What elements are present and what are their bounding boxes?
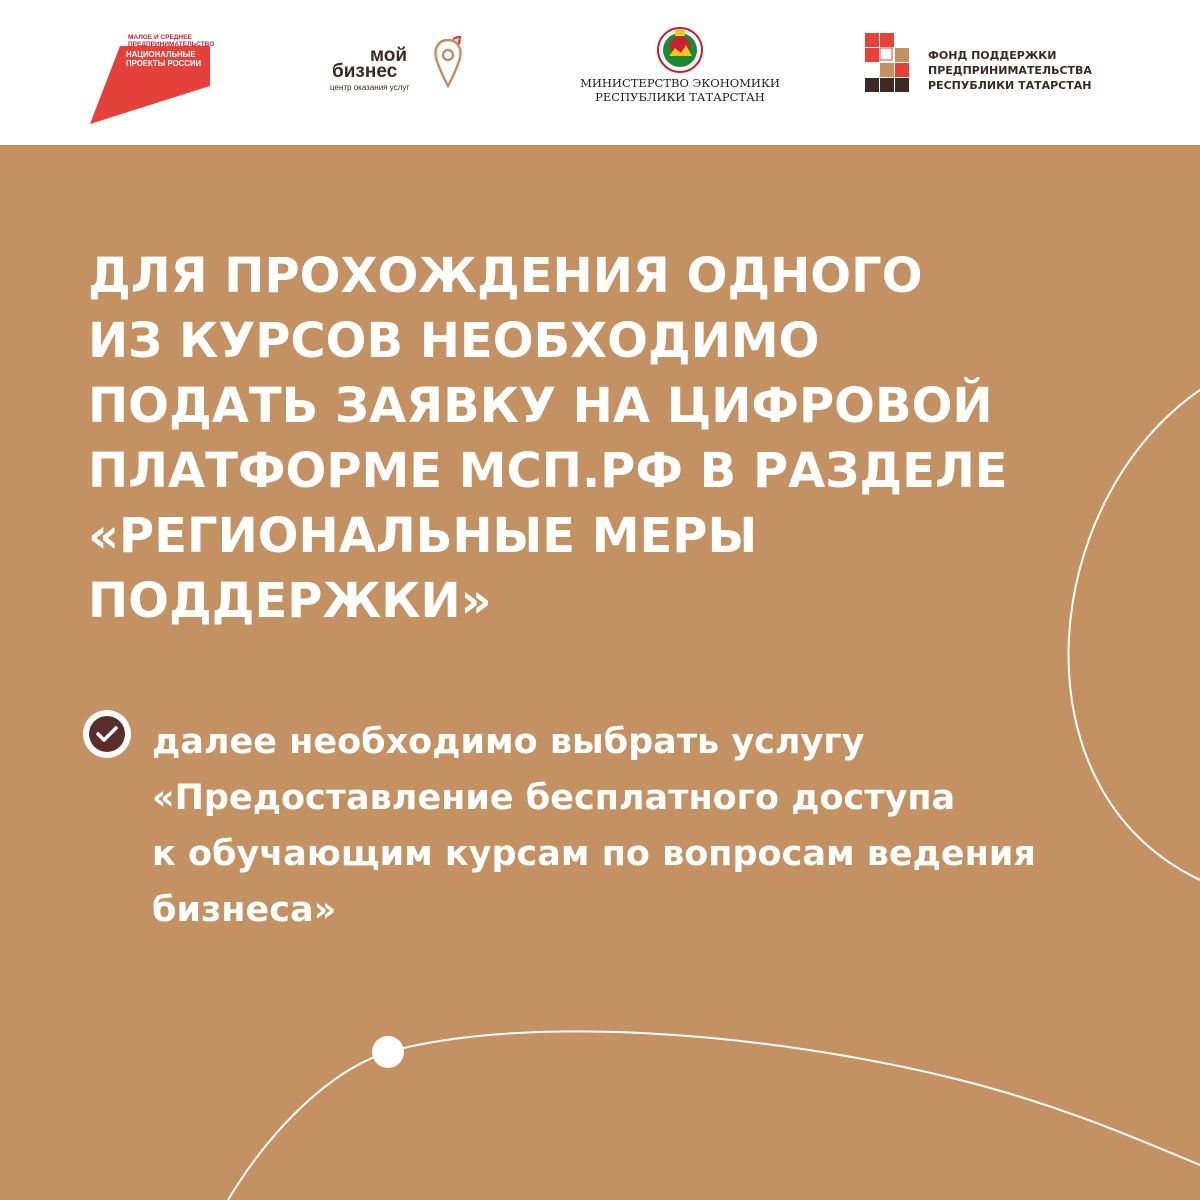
curve-dot [372, 1036, 404, 1068]
ministry-line1: МИНИСТЕРСТВО ЭКОНОМИКИ [580, 76, 780, 90]
heading-line: ПЛАТФОРМЕ МСП.РФ В РАЗДЕЛЕ [88, 443, 1008, 499]
heading-line: ПОДДЕРЖКИ» [88, 573, 492, 629]
fond-line2: ПРЕДПРИНИМАТЕЛЬСТВА [928, 64, 1092, 77]
instruction-line: «Предоставление бесплатного доступа [152, 778, 956, 818]
moy-biznes-line1: мой [370, 45, 408, 66]
fond-line3: РЕСПУБЛИКИ ТАТАРСТАН [928, 79, 1092, 92]
check-circle-icon [81, 708, 133, 760]
moy-biznes-line2: бизнес [332, 61, 398, 82]
instruction-text [152, 714, 1112, 938]
moy-biznes-subtitle: центр оказания услуг [330, 83, 410, 92]
ministry-line2: РЕСПУБЛИКИ ТАТАРСТАН [595, 90, 765, 104]
heading-line: ИЗ КУРСОВ НЕОБХОДИМО [88, 313, 820, 369]
heading-line: «РЕГИОНАЛЬНЫЕ МЕРЫ [88, 508, 758, 564]
heading-line: ПОДАТЬ ЗАЯВКУ НА ЦИФРОВОЙ [88, 378, 993, 434]
main-heading [88, 244, 1088, 634]
fond-line1: ФОНД ПОДДЕРЖКИ [928, 49, 1057, 62]
instruction-line: бизнеса» [152, 890, 337, 930]
national-projects-small-text: МАЛОЕ И СРЕДНЕЕ ПРЕДПРИНИМАТЕЛЬСТВО [128, 34, 215, 48]
national-projects-big-text: НАЦИОНАЛЬНЫЕ ПРОЕКТЫ РОССИИ [126, 50, 202, 68]
heading-line: ДЛЯ ПРОХОЖДЕНИЯ ОДНОГО [88, 248, 923, 304]
instruction-line: далее необходимо выбрать услугу [152, 722, 865, 762]
instruction-line: к обучающим курсам по вопросам ведения [152, 834, 1036, 874]
